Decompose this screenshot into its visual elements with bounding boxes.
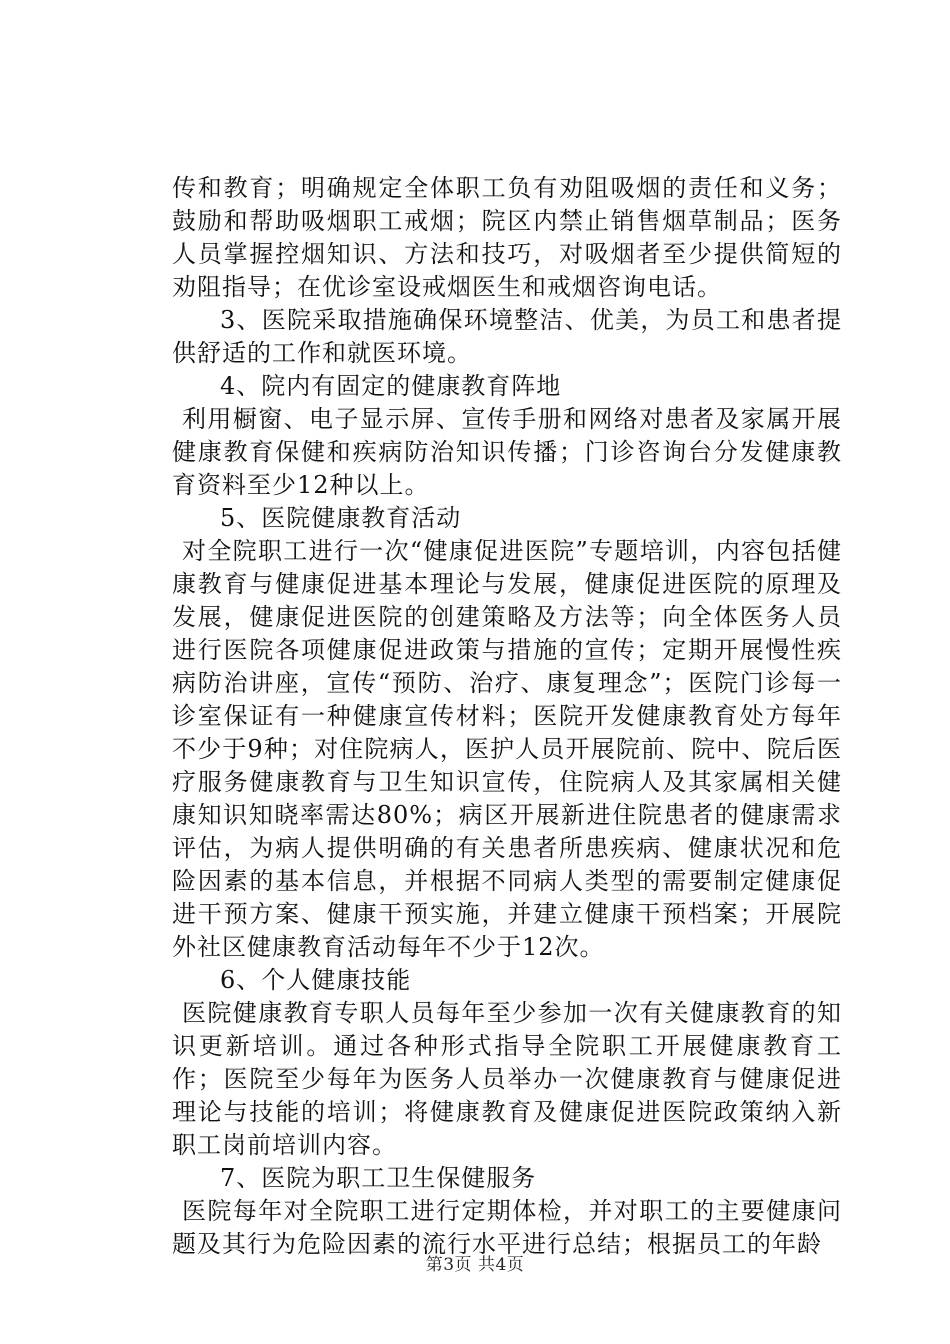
section-heading-5: 5、医院健康教育活动	[220, 504, 462, 532]
page-number-footer: 第3页 共4页	[425, 1255, 525, 1275]
section-heading-6: 6、个人健康技能	[220, 966, 412, 994]
document-body	[172, 172, 842, 1261]
paragraph-personal-skills: 医院健康教育专职人员每年至少参加一次有关健康教育的知识更新培训。通过各种形式指导全院职工开展健康教育工作；医院至少每年为医务人员举办一次健康教育与健康促进理论与技能的培训；将健康教育及健康促进医院政策纳入新职工岗前培训内容。	[172, 999, 842, 1159]
paragraph-staff-health-service: 医院每年对全院职工进行定期体检，并对职工的主要健康问题及其行为危险因素的流行水平进行总结；根据员工的年龄	[172, 1197, 842, 1258]
section-heading-7: 7、医院为职工卫生保健服务	[220, 1164, 537, 1192]
section-heading-3: 3、医院采取措施确保环境整洁、优美，为员工和患者提供舒适的工作和就医环境。	[172, 306, 842, 367]
section-heading-4: 4、院内有固定的健康教育阵地	[220, 372, 562, 400]
paragraph-smoking-control-continued: 传和教育；明确规定全体职工负有劝阻吸烟的责任和义务；鼓励和帮助吸烟职工戒烟；院区内禁止销售烟草制品；医务人员掌握控烟知识、方法和技巧，对吸烟者至少提供简短的劝阻指导；在优诊室设戒烟医生和戒烟咨询电话。	[172, 174, 842, 301]
paragraph-education-activities: 对全院职工进行一次“健康促进医院”专题培训，内容包括健康教育与健康促进基本理论与发展，健康促进医院的原理及发展，健康促进医院的创建策略及方法等；向全体医务人员进行医院各项健康促进政策与措施的宣传；定期开展慢性疾病防治讲座，宣传“预防、治疗、康复理念”；医院门诊每一诊室保证有一种健康宣传材料；医院开发健康教育处方每年不少于9种；对住院病人，医护人员开展院前、院中、院后医疗服务健康教育与卫生知识宣传，住院病人及其家属相关健康知识知晓率需达80%；病区开展新进住院患者的健康需求评估，为病人提供明确的有关患者所患疾病、健康状况和危险因素的基本信息，并根据不同病人类型的需要制定健康促进干预方案、健康干预实施，并建立健康干预档案；开展院外社区健康教育活动每年不少于12次。	[172, 537, 842, 961]
paragraph-education-base: 利用橱窗、电子显示屏、宣传手册和网络对患者及家属开展健康教育保健和疾病防治知识传播；门诊咨询台分发健康教育资料至少12种以上。	[172, 405, 842, 499]
